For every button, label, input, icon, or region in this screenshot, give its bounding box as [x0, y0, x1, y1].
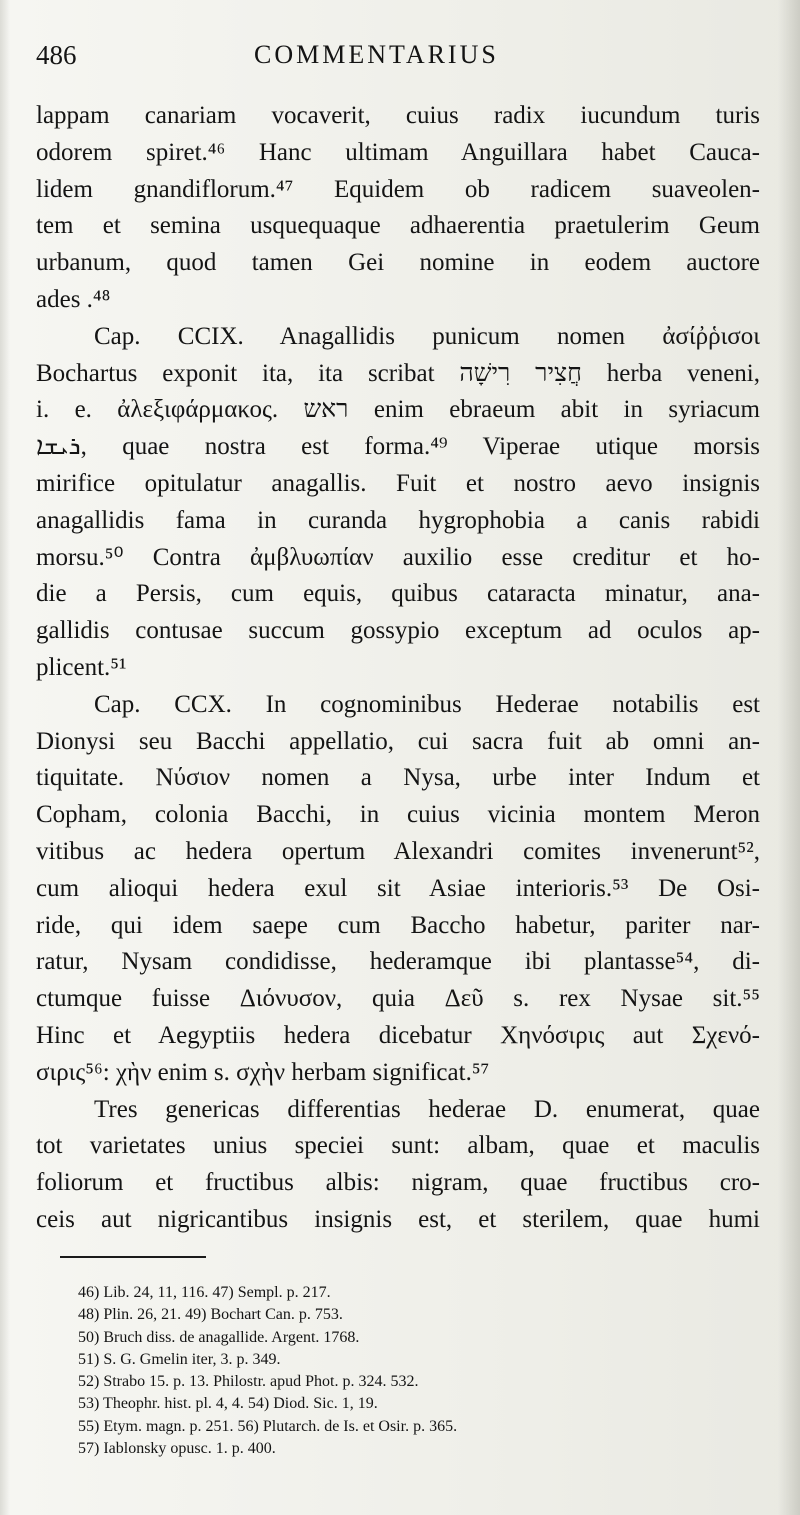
text-line: σιρις⁵⁶: χὴν enim s. σχὴν herbam significat.⁵⁷ [36, 1058, 490, 1086]
page-edge-shadow [778, 0, 800, 1515]
text-line: ceis aut nigricantibus insignis est, et sterilem, quae humi [36, 1205, 760, 1233]
footnote: 50) Bruch diss. de anagallide. Argent. 1768. [78, 1328, 360, 1346]
text-line: anagallidis fama in curanda hygrophobia a canis rabidi [36, 506, 760, 534]
text-line: ratur, Nysam condidisse, hederamque ibi plantasse⁵⁴, di- [36, 948, 760, 976]
text-line: plicent.⁵¹ [36, 653, 127, 681]
footnote: 53) Theophr. hist. pl. 4, 4. 54) Diod. Sic. 1, 19. [78, 1395, 378, 1413]
running-head [36, 40, 756, 80]
text-line: ctumque fuisse Διόνυσον, quia Δεῦ s. rex Nysae sit.⁵⁵ [36, 985, 760, 1013]
text-line: tot varietates unius speciei sunt: albam, quae et maculis [36, 1132, 760, 1160]
text-line: vitibus ac hedera opertum Alexandri comites invenerunt⁵², [36, 837, 760, 865]
footnotes [78, 1282, 768, 1460]
text-line: foliorum et fructibus albis: nigram, quae fructibus cro- [36, 1169, 760, 1197]
text-line: Tres genericas differentias hederae D. enumerat, quae [94, 1095, 760, 1123]
text-line: ades .⁴⁸ [36, 285, 111, 313]
text-line: lidem gnandiflorum.⁴⁷ Equidem ob radicem suaveolen- [36, 175, 760, 203]
text-line: lappam canariam vocaverit, cuius radix iucundum turis [36, 102, 760, 129]
footnote: 48) Plin. 26, 21. 49) Bochart Can. p. 753. [78, 1306, 343, 1324]
body-text [36, 98, 760, 1239]
text-line: ܪܝܫܐ, quae nostra est forma.⁴⁹ Viperae utique morsis [36, 433, 760, 461]
footnote: 57) Iablonsky opusc. 1. p. 400. [78, 1440, 276, 1458]
text-line: cum alioqui hedera exul sit Asiae interioris.⁵³ De Osi- [36, 874, 760, 902]
text-line: gallidis contusae succum gossypio exceptum ad oculos ap- [36, 617, 760, 645]
footnote: 46) Lib. 24, 11, 116. 47) Sempl. p. 217. [78, 1284, 331, 1301]
text-line: Hinc et Aegyptiis hedera dicebatur Χηνόσιρις aut Σχενό- [36, 1021, 760, 1049]
text-line: die a Persis, cum equis, quibus cataracta minatur, ana- [36, 580, 760, 608]
footnote: 52) Strabo 15. p. 13. Philostr. apud Phot. p. 324. 532. [78, 1373, 419, 1391]
text-line: tiquitate. Νύσιον nomen a Nysa, urbe inter Indum et [36, 764, 760, 792]
text-line: i. e. ἀλεξιφάρμακος. ראש enim ebraeum abit in syriacum [36, 396, 760, 424]
footnote-divider [60, 1256, 206, 1258]
text-line: urbanum, quod tamen Gei nomine in eodem auctore [36, 249, 760, 277]
running-title: COMMENTARIUS [254, 40, 499, 69]
text-line: ride, qui idem saepe cum Baccho habetur, pariter nar- [36, 911, 760, 939]
text-line: Copham, colonia Bacchi, in cuius vicinia montem Meron [36, 801, 760, 829]
footnote: 51) S. G. Gmelin iter, 3. p. 349. [78, 1350, 281, 1368]
text-line: mirifice opitulatur anagallis. Fuit et nostro aevo insignis [36, 469, 760, 497]
text-line: Dionysi seu Bacchi appellatio, cui sacra fuit ab omni an- [36, 727, 760, 755]
text-line: Bochartus exponit ita, ita scribat חֲצִיר רִישָׁה herba veneni, [36, 359, 760, 387]
text-line: odorem spiret.⁴⁶ Hanc ultimam Anguillara habet Cauca- [36, 138, 760, 166]
page-number: 486 [36, 40, 77, 70]
text-line: tem et semina usquequaque adhaerentia praetulerim Geum [36, 212, 760, 240]
text-line: Cap. CCX. In cognominibus Hederae notabilis est [94, 690, 760, 718]
text-line: morsu.⁵⁰ Contra ἀμβλυωπίαν auxilio esse creditur et ho- [36, 543, 760, 571]
page-gutter-shadow [0, 0, 10, 1515]
footnote: 55) Etym. magn. p. 251. 56) Plutarch. de Is. et Osir. p. 365. [78, 1417, 458, 1435]
text-line: Cap. CCIX. Anagallidis punicum nomen ἀσίῤῥισοι [94, 322, 760, 350]
